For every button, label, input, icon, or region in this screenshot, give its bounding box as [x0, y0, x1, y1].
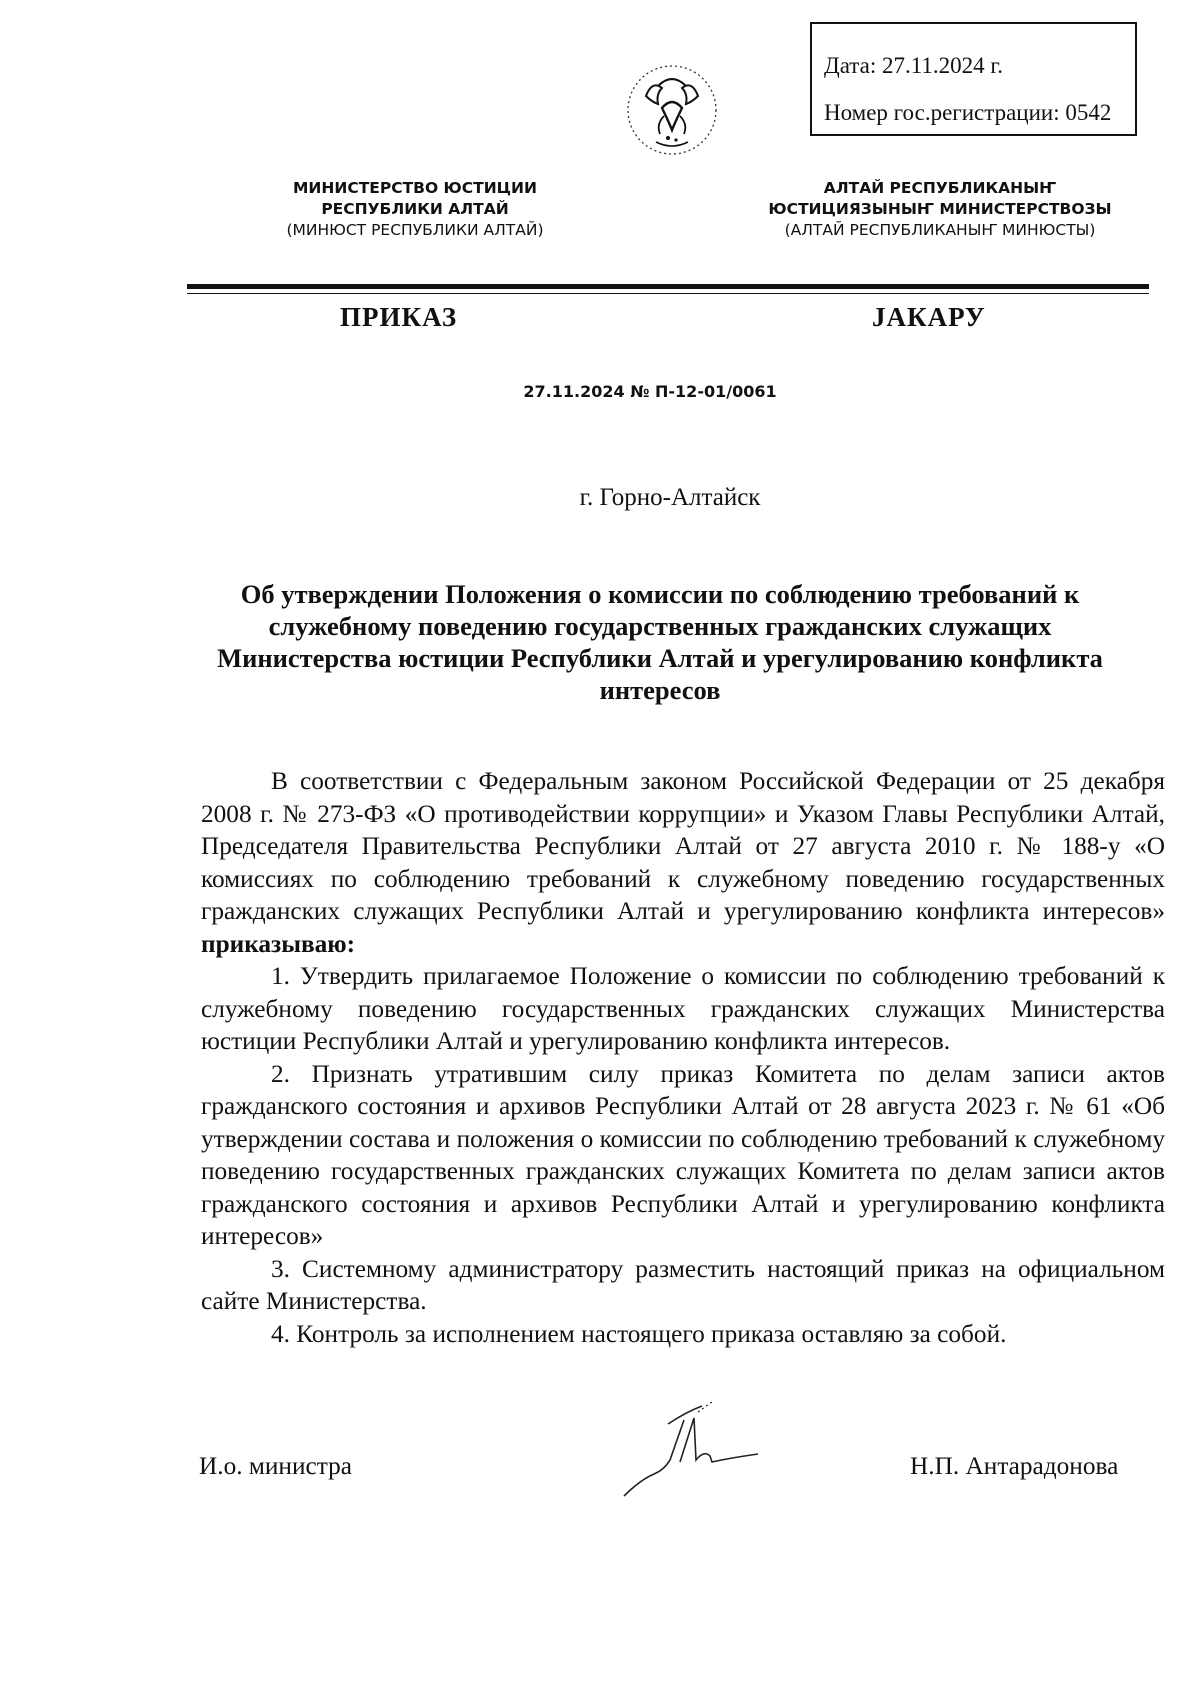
- doc-type-ru: ПРИКАЗ: [340, 302, 458, 332]
- ministry-alt-line-3: (АЛТАЙ РЕСПУБЛИКАНЫҤ МИНЮСТЫ): [784, 221, 1096, 239]
- republic-emblem-icon: [616, 58, 728, 166]
- ministry-ru-line-1: МИНИСТЕРСТВО ЮСТИЦИИ: [292, 179, 537, 197]
- item-2: 2. Признать утратившим силу приказ Комитета по делам записи актов гражданского состояния и архивов Республики Алтай от 28 августа 2023 г. № 61 «Об утверждении состава и положения о комиссии по соблюдению требований к служебному поведению государственных гражданских служащих Комитета по делам записи актов гражданского состояния и архивов Республики Алтай и урегулированию конфликта интересов»: [201, 1059, 1165, 1250]
- item-3: 3. Системному администратору разместить настоящий приказ на официальном сайте Министерства.: [201, 1254, 1165, 1315]
- intro-text: В соответствии с Федеральным законом Российской Федерации от 25 декабря 2008 г. № 273-ФЗ «О противодействии коррупции» и Указом Главы Республики Алтай, Председателя Правительства Республики Алтай от 27 августа 2010 г. № 188-у «О комиссиях по соблюдению требований к служебному поведению государственных гражданских служащих Республики Алтай и урегулированию конфликта интересов»: [201, 767, 1165, 925]
- ministry-name-alt: [740, 178, 1140, 241]
- document-title: Об утверждении Положения о комиссии по соблюдению требований к служебному поведению государственных гражданских служащих Министерства юстиции Республики Алтай и урегулированию конфликта интересов: [217, 579, 1103, 705]
- ministry-name-ru: [220, 178, 610, 241]
- handwritten-signature-icon: [620, 1400, 770, 1500]
- ministry-alt-line-2: ЮСТИЦИЯЗЫНЫҤ МИНИСТЕРСТВОЗЫ: [768, 200, 1112, 218]
- registration-box: [810, 22, 1137, 136]
- ministry-ru-line-2: РЕСПУБЛИКИ АЛТАЙ: [321, 200, 509, 218]
- document-number: 27.11.2024 № П-12-01/0061: [523, 382, 777, 401]
- header-rule-thick: [187, 284, 1149, 289]
- registration-number: Номер гос.регистрации: 0542: [824, 100, 1112, 125]
- doc-type-alt: JАКАРУ: [872, 302, 986, 332]
- city: г. Горно-Алтайск: [579, 484, 761, 511]
- intro-emphasis: приказываю:: [201, 929, 356, 958]
- item-1: 1. Утвердить прилагаемое Положение о комиссии по соблюдению требований к служебному поведению государственных гражданских служащих Министерства юстиции Республики Алтай и урегулированию конфликта интересов.: [201, 962, 1165, 1055]
- document-body: [201, 765, 1165, 1350]
- signatory-name: Н.П. Антарадонова: [910, 1452, 1119, 1480]
- intro-paragraph: [201, 765, 1165, 960]
- ministry-alt-line-1: АЛТАЙ РЕСПУБЛИКАНЫҤ: [823, 179, 1057, 197]
- ministry-ru-line-3: (МИНЮСТ РЕСПУБЛИКИ АЛТАЙ): [286, 221, 544, 239]
- item-4: 4. Контроль за исполнением настоящего приказа оставляю за собой.: [271, 1319, 1007, 1348]
- header-rule-thin: [187, 293, 1149, 294]
- signatory-role: И.о. министра: [199, 1452, 352, 1480]
- registration-date: Дата: 27.11.2024 г.: [824, 53, 1003, 78]
